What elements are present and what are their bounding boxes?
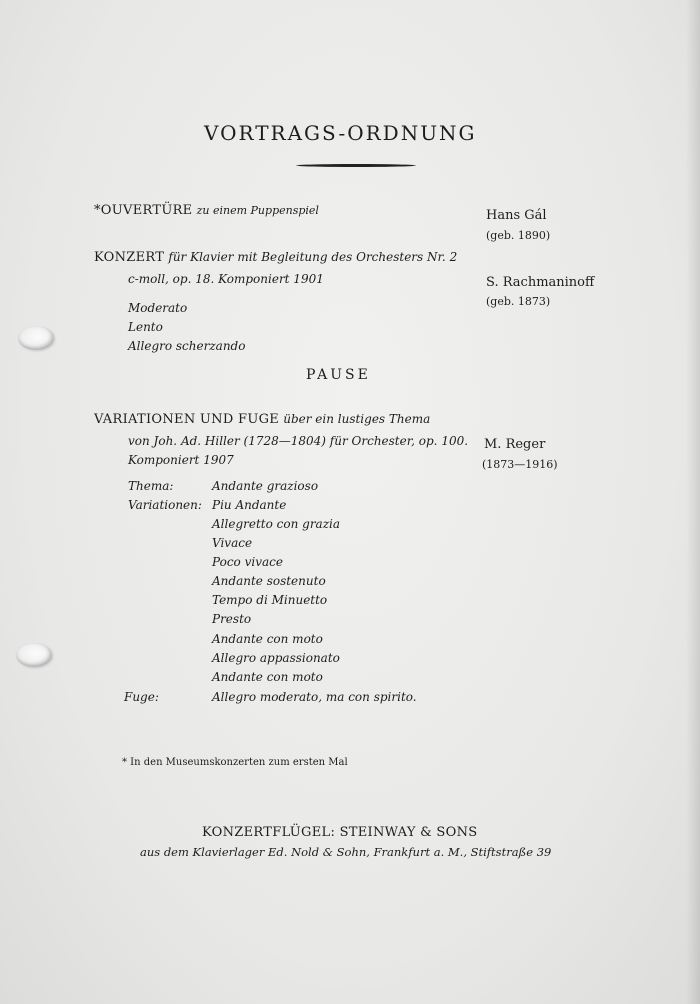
concerto-line xyxy=(94,250,457,265)
page-edge-shadow xyxy=(686,0,700,1004)
variation-tempo: Allegro appassionato xyxy=(212,651,340,665)
variations-line xyxy=(94,412,430,427)
overture-name: *OUVERTÜRE xyxy=(94,203,193,218)
overture-years: (geb. 1890) xyxy=(486,229,551,242)
fuge-tempo: Allegro moderato, ma con spirito. xyxy=(212,690,417,704)
concerto-movement: Moderato xyxy=(128,301,188,315)
overture-desc: zu einem Puppenspiel xyxy=(196,204,319,217)
variation-tempo: Andante con moto xyxy=(212,632,323,646)
variations-name: VARIATIONEN UND FUGE xyxy=(94,412,280,427)
variations-years: (1873—1916) xyxy=(482,458,558,471)
thema-tempo: Andante grazioso xyxy=(212,479,319,493)
pause-heading: PAUSE xyxy=(306,367,371,383)
footer-piano: KONZERTFLÜGEL: STEINWAY & SONS xyxy=(202,825,478,840)
variationen-label: Variationen: xyxy=(128,498,202,512)
concerto-years: (geb. 1873) xyxy=(486,295,551,308)
overture-line xyxy=(94,203,319,218)
concerto-key: c-moll, op. 18. Komponiert 1901 xyxy=(128,272,324,286)
variation-tempo: Tempo di Minuetto xyxy=(212,593,328,607)
footnote: * In den Museumskonzerten zum ersten Mal xyxy=(122,757,348,768)
punch-hole-icon xyxy=(18,326,54,350)
concerto-composer: S. Rachmaninoff xyxy=(486,275,595,290)
overture-composer: Hans Gál xyxy=(486,208,547,223)
variations-composer: M. Reger xyxy=(484,437,546,452)
variation-tempo: Allegretto con grazia xyxy=(212,517,341,531)
variation-tempo: Piu Andante xyxy=(212,498,287,512)
variations-desc: über ein lustiges Thema xyxy=(283,412,431,426)
variation-tempo: Presto xyxy=(212,612,252,626)
fuge-label: Fuge: xyxy=(124,690,159,704)
concerto-movement: Lento xyxy=(128,320,163,334)
punch-hole-icon xyxy=(16,643,52,667)
variation-tempo: Andante sostenuto xyxy=(212,574,326,588)
variation-tempo: Vivace xyxy=(212,536,253,550)
page-title: VORTRAGS-ORDNUNG xyxy=(204,121,477,145)
title-divider xyxy=(296,164,416,167)
footer-address: aus dem Klavierlager Ed. Nold & Sohn, Frankfurt a. M., Stiftstraße 39 xyxy=(140,845,552,859)
variation-tempo: Poco vivace xyxy=(212,555,283,569)
concerto-name: KONZERT xyxy=(94,250,165,265)
thema-label: Thema: xyxy=(128,479,174,493)
concerto-movement: Allegro scherzando xyxy=(128,339,246,353)
variations-composed: Komponiert 1907 xyxy=(128,453,234,467)
variation-tempo: Andante con moto xyxy=(212,670,323,684)
concerto-desc: für Klavier mit Begleitung des Orchesters Nr. 2 xyxy=(168,250,458,264)
variations-origin: von Joh. Ad. Hiller (1728—1804) für Orchester, op. 100. xyxy=(128,434,469,448)
